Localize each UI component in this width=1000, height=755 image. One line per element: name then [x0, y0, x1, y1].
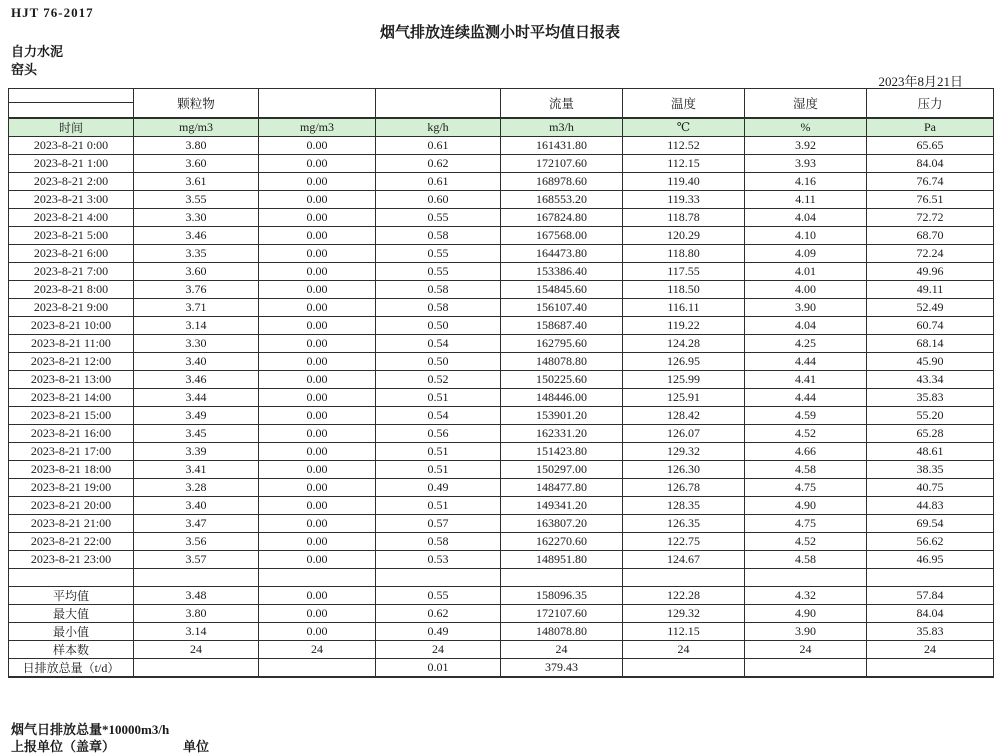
value-cell: 0.00: [259, 479, 376, 497]
value-cell: 0.61: [376, 173, 501, 191]
header-row-units: [9, 118, 994, 137]
table-row: [9, 551, 994, 569]
value-cell: 0.58: [376, 533, 501, 551]
row-label-cell: 2023-8-21 21:00: [9, 515, 134, 533]
value-cell: 3.90: [745, 623, 867, 641]
row-label-cell: 2023-8-21 9:00: [9, 299, 134, 317]
value-cell: 129.32: [623, 443, 745, 461]
row-label-cell: 2023-8-21 23:00: [9, 551, 134, 569]
value-cell: 3.40: [134, 497, 259, 515]
value-cell: 35.83: [867, 623, 994, 641]
value-cell: 3.46: [134, 371, 259, 389]
row-label-cell: 最大值: [9, 605, 134, 623]
value-cell: 379.43: [501, 659, 623, 678]
value-cell: 148078.80: [501, 623, 623, 641]
value-cell: 0.53: [376, 551, 501, 569]
value-cell: 24: [376, 641, 501, 659]
value-cell: 4.52: [745, 533, 867, 551]
value-cell: 0.58: [376, 299, 501, 317]
value-cell: 0.55: [376, 587, 501, 605]
value-cell: 0.00: [259, 605, 376, 623]
value-cell: 4.10: [745, 227, 867, 245]
value-cell: 125.99: [623, 371, 745, 389]
value-cell: 0.01: [376, 659, 501, 678]
value-cell: 3.61: [134, 173, 259, 191]
footer-unit-label: 单位: [183, 739, 210, 754]
value-cell: 167568.00: [501, 227, 623, 245]
value-cell: 112.15: [623, 623, 745, 641]
value-cell: 3.56: [134, 533, 259, 551]
row-label-cell: 日排放总量（t/d）: [9, 659, 134, 678]
unit-cell: Pa: [867, 118, 994, 137]
table-row: [9, 263, 994, 281]
row-label-cell: 最小值: [9, 623, 134, 641]
unit-cell: m3/h: [501, 118, 623, 137]
value-cell: [867, 569, 994, 587]
table-row: [9, 227, 994, 245]
value-cell: 0.00: [259, 299, 376, 317]
value-cell: 0.00: [259, 191, 376, 209]
value-cell: 3.57: [134, 551, 259, 569]
header-flow-cell: 流量: [501, 89, 623, 118]
value-cell: 24: [134, 641, 259, 659]
value-cell: 3.45: [134, 425, 259, 443]
value-cell: 150297.00: [501, 461, 623, 479]
value-cell: 119.40: [623, 173, 745, 191]
table-row: [9, 389, 994, 407]
footer-report-unit-label: 上报单位（盖章）: [11, 739, 116, 754]
value-cell: 4.66: [745, 443, 867, 461]
value-cell: 162270.60: [501, 533, 623, 551]
row-label-cell: 2023-8-21 7:00: [9, 263, 134, 281]
value-cell: 120.29: [623, 227, 745, 245]
value-cell: 126.30: [623, 461, 745, 479]
summary-row: [9, 587, 994, 605]
value-cell: 154845.60: [501, 281, 623, 299]
row-label-cell: 平均值: [9, 587, 134, 605]
value-cell: 0.00: [259, 155, 376, 173]
value-cell: 68.14: [867, 335, 994, 353]
value-cell: 55.20: [867, 407, 994, 425]
value-cell: 0.00: [259, 407, 376, 425]
table-row: [9, 317, 994, 335]
value-cell: 84.04: [867, 605, 994, 623]
value-cell: 149341.20: [501, 497, 623, 515]
value-cell: 3.60: [134, 263, 259, 281]
report-table: [8, 88, 994, 678]
value-cell: 40.75: [867, 479, 994, 497]
row-label-cell: 2023-8-21 20:00: [9, 497, 134, 515]
row-label-cell: 2023-8-21 11:00: [9, 335, 134, 353]
value-cell: 3.28: [134, 479, 259, 497]
report-table-body: [9, 137, 994, 678]
table-row: [9, 461, 994, 479]
value-cell: 3.30: [134, 335, 259, 353]
unit-cell: %: [745, 118, 867, 137]
value-cell: 172107.60: [501, 155, 623, 173]
value-cell: 24: [501, 641, 623, 659]
value-cell: 65.65: [867, 137, 994, 155]
value-cell: 76.74: [867, 173, 994, 191]
value-cell: 49.11: [867, 281, 994, 299]
value-cell: 0.00: [259, 245, 376, 263]
table-row: [9, 281, 994, 299]
value-cell: 0.00: [259, 389, 376, 407]
table-row: [9, 137, 994, 155]
value-cell: 4.90: [745, 605, 867, 623]
value-cell: 0.00: [259, 137, 376, 155]
value-cell: 0.00: [259, 209, 376, 227]
header-pressure-cell: 压力: [867, 89, 994, 118]
value-cell: 148951.80: [501, 551, 623, 569]
value-cell: 3.93: [745, 155, 867, 173]
value-cell: 126.95: [623, 353, 745, 371]
value-cell: 158096.35: [501, 587, 623, 605]
value-cell: 0.55: [376, 263, 501, 281]
value-cell: 72.72: [867, 209, 994, 227]
row-label-cell: 2023-8-21 13:00: [9, 371, 134, 389]
value-cell: 44.83: [867, 497, 994, 515]
value-cell: 0.54: [376, 335, 501, 353]
value-cell: 4.25: [745, 335, 867, 353]
value-cell: 3.60: [134, 155, 259, 173]
value-cell: 4.11: [745, 191, 867, 209]
value-cell: 3.41: [134, 461, 259, 479]
table-row: [9, 533, 994, 551]
value-cell: 0.56: [376, 425, 501, 443]
value-cell: 122.75: [623, 533, 745, 551]
value-cell: 4.01: [745, 263, 867, 281]
value-cell: 164473.80: [501, 245, 623, 263]
unit-cell: mg/m3: [259, 118, 376, 137]
value-cell: 0.51: [376, 497, 501, 515]
value-cell: 156107.40: [501, 299, 623, 317]
row-label-cell: 样本数: [9, 641, 134, 659]
value-cell: 24: [745, 641, 867, 659]
value-cell: 4.32: [745, 587, 867, 605]
header-time-cell: 时间: [9, 118, 134, 137]
table-row: [9, 515, 994, 533]
value-cell: 4.09: [745, 245, 867, 263]
value-cell: 45.90: [867, 353, 994, 371]
header-blank-cell: [259, 89, 376, 118]
value-cell: 46.95: [867, 551, 994, 569]
value-cell: 0.00: [259, 533, 376, 551]
value-cell: 124.28: [623, 335, 745, 353]
value-cell: 24: [259, 641, 376, 659]
row-label-cell: 2023-8-21 1:00: [9, 155, 134, 173]
value-cell: 0.57: [376, 515, 501, 533]
value-cell: 126.78: [623, 479, 745, 497]
header-blank-cell: [376, 89, 501, 118]
value-cell: 24: [867, 641, 994, 659]
value-cell: 49.96: [867, 263, 994, 281]
doc-standard-code: HJT 76-2017: [11, 5, 94, 20]
row-label-cell: 2023-8-21 15:00: [9, 407, 134, 425]
value-cell: 129.32: [623, 605, 745, 623]
footer-total-note: 烟气日排放总量*10000m3/h: [11, 722, 170, 737]
value-cell: 125.91: [623, 389, 745, 407]
value-cell: 0.52: [376, 371, 501, 389]
value-cell: 151423.80: [501, 443, 623, 461]
value-cell: 128.35: [623, 497, 745, 515]
value-cell: 52.49: [867, 299, 994, 317]
value-cell: 4.75: [745, 479, 867, 497]
value-cell: [259, 569, 376, 587]
row-label-cell: 2023-8-21 5:00: [9, 227, 134, 245]
row-label-cell: 2023-8-21 0:00: [9, 137, 134, 155]
summary-row: [9, 623, 994, 641]
value-cell: 0.51: [376, 389, 501, 407]
table-row: [9, 443, 994, 461]
value-cell: 3.44: [134, 389, 259, 407]
value-cell: 60.74: [867, 317, 994, 335]
table-row: [9, 245, 994, 263]
value-cell: 4.04: [745, 209, 867, 227]
value-cell: 153386.40: [501, 263, 623, 281]
table-row: [9, 353, 994, 371]
value-cell: 43.34: [867, 371, 994, 389]
value-cell: [376, 569, 501, 587]
value-cell: 126.35: [623, 515, 745, 533]
value-cell: 3.30: [134, 209, 259, 227]
value-cell: 0.00: [259, 551, 376, 569]
value-cell: 116.11: [623, 299, 745, 317]
value-cell: 4.41: [745, 371, 867, 389]
value-cell: [134, 659, 259, 678]
value-cell: 0.00: [259, 515, 376, 533]
value-cell: 0.49: [376, 623, 501, 641]
value-cell: 3.76: [134, 281, 259, 299]
value-cell: [867, 659, 994, 678]
value-cell: 3.90: [745, 299, 867, 317]
value-cell: 0.51: [376, 461, 501, 479]
row-label-cell: 2023-8-21 2:00: [9, 173, 134, 191]
value-cell: 57.84: [867, 587, 994, 605]
value-cell: 122.28: [623, 587, 745, 605]
header-temperature-cell: 温度: [623, 89, 745, 118]
value-cell: 0.55: [376, 209, 501, 227]
value-cell: 24: [623, 641, 745, 659]
table-row: [9, 173, 994, 191]
value-cell: 163807.20: [501, 515, 623, 533]
row-label-cell: 2023-8-21 22:00: [9, 533, 134, 551]
row-label-cell: 2023-8-21 3:00: [9, 191, 134, 209]
value-cell: 3.39: [134, 443, 259, 461]
station-name: 窑头: [11, 62, 38, 77]
spacer-row: [9, 569, 994, 587]
value-cell: 0.00: [259, 335, 376, 353]
header-corner-top-cell: [9, 89, 134, 103]
row-label-cell: [9, 569, 134, 587]
value-cell: 4.44: [745, 353, 867, 371]
value-cell: 148477.80: [501, 479, 623, 497]
value-cell: 84.04: [867, 155, 994, 173]
value-cell: 0.60: [376, 191, 501, 209]
value-cell: 35.83: [867, 389, 994, 407]
value-cell: 0.00: [259, 263, 376, 281]
value-cell: 167824.80: [501, 209, 623, 227]
value-cell: 4.16: [745, 173, 867, 191]
value-cell: 119.22: [623, 317, 745, 335]
summary-row: [9, 641, 994, 659]
value-cell: 168553.20: [501, 191, 623, 209]
table-row: [9, 497, 994, 515]
table-row: [9, 371, 994, 389]
value-cell: 0.00: [259, 173, 376, 191]
value-cell: 4.58: [745, 461, 867, 479]
value-cell: 168978.60: [501, 173, 623, 191]
table-row: [9, 299, 994, 317]
row-label-cell: 2023-8-21 17:00: [9, 443, 134, 461]
value-cell: [259, 659, 376, 678]
value-cell: 0.50: [376, 317, 501, 335]
value-cell: [745, 569, 867, 587]
header-corner-bottom-cell: [9, 103, 134, 118]
summary-row: [9, 659, 994, 678]
table-row: [9, 209, 994, 227]
table-row: [9, 407, 994, 425]
value-cell: 0.00: [259, 425, 376, 443]
value-cell: 118.78: [623, 209, 745, 227]
header-row-group: [9, 89, 994, 103]
value-cell: [623, 659, 745, 678]
value-cell: [134, 569, 259, 587]
value-cell: [501, 569, 623, 587]
value-cell: 118.50: [623, 281, 745, 299]
value-cell: 148078.80: [501, 353, 623, 371]
value-cell: 56.62: [867, 533, 994, 551]
value-cell: 69.54: [867, 515, 994, 533]
value-cell: 3.71: [134, 299, 259, 317]
value-cell: 0.61: [376, 137, 501, 155]
value-cell: 0.00: [259, 353, 376, 371]
value-cell: [745, 659, 867, 678]
value-cell: 162795.60: [501, 335, 623, 353]
value-cell: 0.00: [259, 281, 376, 299]
value-cell: 3.48: [134, 587, 259, 605]
value-cell: 72.24: [867, 245, 994, 263]
value-cell: 126.07: [623, 425, 745, 443]
value-cell: 162331.20: [501, 425, 623, 443]
value-cell: 4.75: [745, 515, 867, 533]
value-cell: 76.51: [867, 191, 994, 209]
value-cell: 4.90: [745, 497, 867, 515]
value-cell: 3.80: [134, 605, 259, 623]
value-cell: 0.55: [376, 245, 501, 263]
value-cell: 0.00: [259, 227, 376, 245]
value-cell: 0.62: [376, 605, 501, 623]
value-cell: 172107.60: [501, 605, 623, 623]
value-cell: 4.52: [745, 425, 867, 443]
value-cell: 0.58: [376, 227, 501, 245]
value-cell: 3.55: [134, 191, 259, 209]
value-cell: 0.00: [259, 461, 376, 479]
value-cell: 150225.60: [501, 371, 623, 389]
table-row: [9, 479, 994, 497]
value-cell: 0.00: [259, 587, 376, 605]
value-cell: 0.00: [259, 317, 376, 335]
value-cell: 119.33: [623, 191, 745, 209]
row-label-cell: 2023-8-21 19:00: [9, 479, 134, 497]
value-cell: 4.04: [745, 317, 867, 335]
value-cell: 118.80: [623, 245, 745, 263]
value-cell: 3.35: [134, 245, 259, 263]
value-cell: 124.67: [623, 551, 745, 569]
value-cell: 161431.80: [501, 137, 623, 155]
row-label-cell: 2023-8-21 8:00: [9, 281, 134, 299]
value-cell: 3.14: [134, 623, 259, 641]
summary-row: [9, 605, 994, 623]
page-title: 烟气排放连续监测小时平均值日报表: [379, 25, 620, 41]
value-cell: 112.15: [623, 155, 745, 173]
value-cell: 4.44: [745, 389, 867, 407]
row-label-cell: 2023-8-21 6:00: [9, 245, 134, 263]
value-cell: 153901.20: [501, 407, 623, 425]
header-humidity-cell: 湿度: [745, 89, 867, 118]
value-cell: 3.14: [134, 317, 259, 335]
value-cell: 0.00: [259, 371, 376, 389]
value-cell: 4.58: [745, 551, 867, 569]
value-cell: 0.49: [376, 479, 501, 497]
value-cell: 3.40: [134, 353, 259, 371]
value-cell: 68.70: [867, 227, 994, 245]
value-cell: 0.00: [259, 497, 376, 515]
value-cell: [623, 569, 745, 587]
unit-cell: kg/h: [376, 118, 501, 137]
value-cell: 3.80: [134, 137, 259, 155]
table-row: [9, 425, 994, 443]
row-label-cell: 2023-8-21 18:00: [9, 461, 134, 479]
value-cell: 3.92: [745, 137, 867, 155]
unit-cell: mg/m3: [134, 118, 259, 137]
value-cell: 128.42: [623, 407, 745, 425]
row-label-cell: 2023-8-21 12:00: [9, 353, 134, 371]
table-row: [9, 155, 994, 173]
value-cell: 0.50: [376, 353, 501, 371]
value-cell: 148446.00: [501, 389, 623, 407]
company-name: 自力水泥: [11, 44, 64, 59]
header-particulate-cell: 颗粒物: [134, 89, 259, 118]
value-cell: 0.51: [376, 443, 501, 461]
value-cell: 65.28: [867, 425, 994, 443]
value-cell: 0.58: [376, 281, 501, 299]
value-cell: 4.59: [745, 407, 867, 425]
value-cell: 3.49: [134, 407, 259, 425]
value-cell: 158687.40: [501, 317, 623, 335]
row-label-cell: 2023-8-21 14:00: [9, 389, 134, 407]
table-row: [9, 335, 994, 353]
value-cell: 4.00: [745, 281, 867, 299]
row-label-cell: 2023-8-21 10:00: [9, 317, 134, 335]
value-cell: 0.54: [376, 407, 501, 425]
value-cell: 48.61: [867, 443, 994, 461]
report-date: 2023年8月21日: [878, 74, 963, 89]
unit-cell: ℃: [623, 118, 745, 137]
value-cell: 0.62: [376, 155, 501, 173]
value-cell: 0.00: [259, 443, 376, 461]
value-cell: 3.46: [134, 227, 259, 245]
row-label-cell: 2023-8-21 4:00: [9, 209, 134, 227]
value-cell: 0.00: [259, 623, 376, 641]
value-cell: 38.35: [867, 461, 994, 479]
value-cell: 117.55: [623, 263, 745, 281]
row-label-cell: 2023-8-21 16:00: [9, 425, 134, 443]
value-cell: 3.47: [134, 515, 259, 533]
value-cell: 112.52: [623, 137, 745, 155]
table-row: [9, 191, 994, 209]
